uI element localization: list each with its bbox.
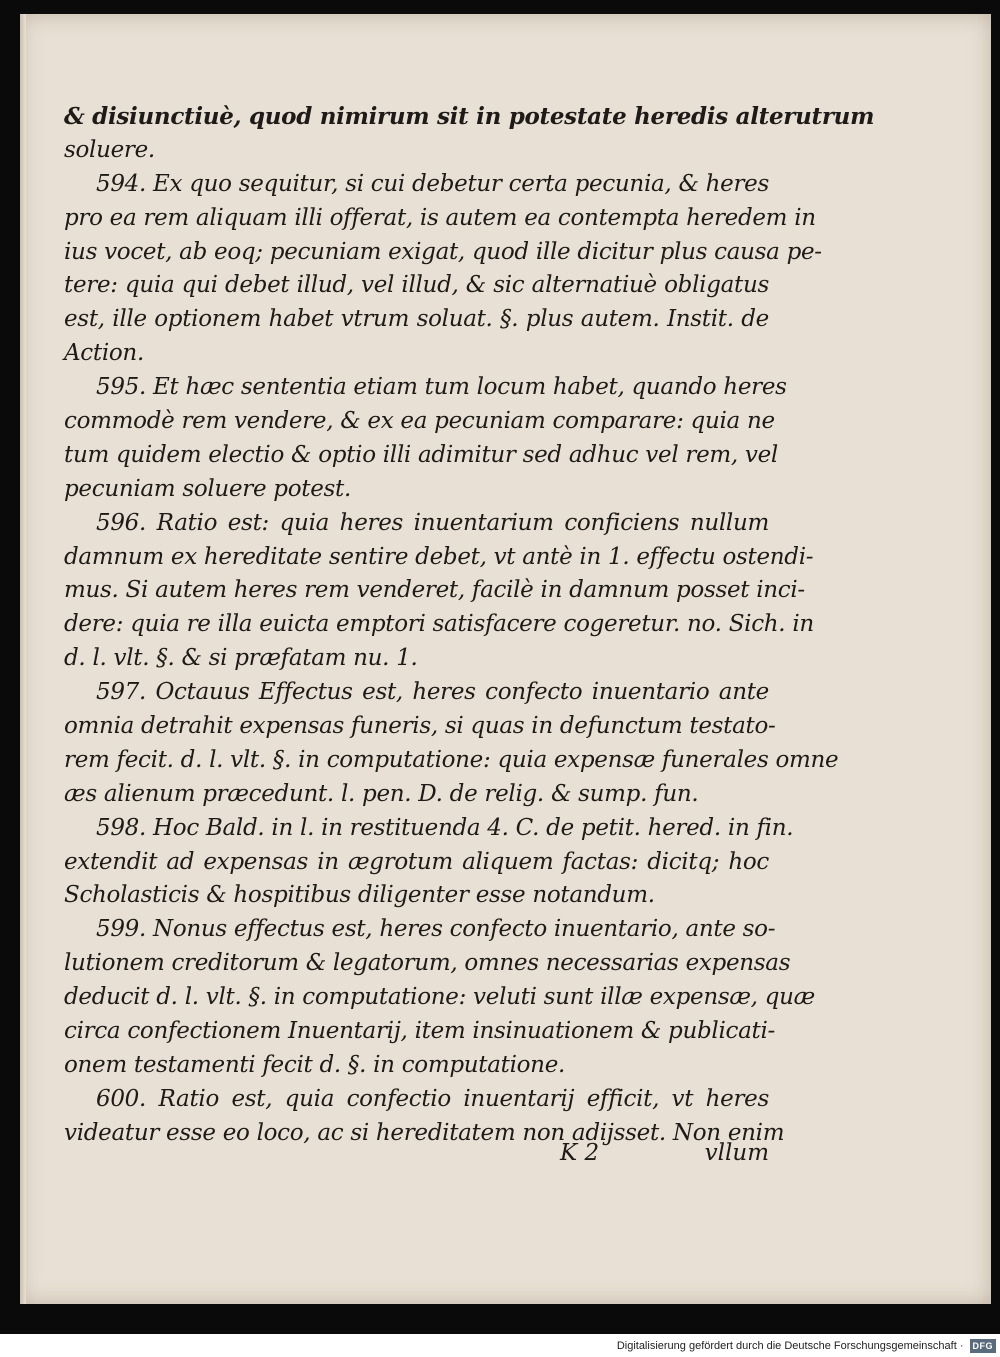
text-line: deducit d. l. vlt. §. in computatione: veluti sunt illæ expensæ, quæ bbox=[64, 984, 815, 1011]
text-line: 595. Et hæc sententia etiam tum locum habet, quando heres bbox=[96, 374, 787, 401]
page-footer-marks bbox=[560, 1140, 769, 1166]
text-line: 594. Ex quo sequitur, si cui debetur certa pecunia, & heres bbox=[96, 170, 769, 197]
page-text bbox=[64, 100, 875, 1151]
text-line: tum quidem electio & optio illi adimitur sed adhuc vel rem, vel bbox=[64, 441, 778, 468]
credit-text: Digitalisierung gefördert durch die Deutsche Forschungsgemeinschaft · bbox=[616, 1339, 964, 1352]
text-line: soluere. bbox=[64, 136, 155, 163]
text-line: rem fecit. d. l. vlt. §. in computatione: quia expensæ funerales omne bbox=[64, 746, 839, 773]
text-line: Action. bbox=[64, 340, 144, 367]
text-line: 598. Hoc Bald. in l. in restituenda 4. C. de petit. hered. in fin. bbox=[96, 814, 794, 841]
text-line: pro ea rem aliquam illi offerat, is autem ea contempta heredem in bbox=[64, 204, 816, 231]
dfg-logo-icon: DFG bbox=[970, 1339, 997, 1353]
text-line: 599. Nonus effectus est, heres confecto inuentario, ante so- bbox=[96, 916, 776, 943]
text-line: tere: quia qui debet illud, vel illud, & sic alternatiuè obligatus bbox=[64, 272, 769, 299]
text-line: lutionem creditorum & legatorum, omnes necessarias expensas bbox=[64, 950, 791, 977]
text-line: extendit ad expensas in ægrotum aliquem factas: dicitq; hoc bbox=[64, 848, 769, 875]
text-line: circa confectionem Inuentarij, item insinuationem & publicati- bbox=[64, 1018, 775, 1045]
text-line: d. l. vlt. §. & si præfatam nu. 1. bbox=[64, 645, 418, 672]
text-line: æs alienum præcedunt. l. pen. D. de relig. & sump. fun. bbox=[64, 780, 699, 807]
text-line: 597. Octauus Effectus est, heres confecto inuentario ante bbox=[96, 679, 769, 706]
text-line: omnia detrahit expensas funeris, si quas in defunctum testato- bbox=[64, 713, 776, 740]
catchword: vllum bbox=[704, 1140, 769, 1166]
digitization-credit-bar bbox=[0, 1334, 1000, 1357]
text-line: 600. Ratio est, quia confectio inuentarij efficit, vt heres bbox=[96, 1085, 769, 1112]
text-line: & disiunctiuè, quod nimirum sit in potestate heredis alterutrum bbox=[64, 103, 875, 130]
text-line: onem testamenti fecit d. §. in computatione. bbox=[64, 1051, 566, 1078]
text-line: damnum ex hereditate sentire debet, vt antè in 1. effectu ostendi- bbox=[64, 543, 814, 570]
signature-mark: K 2 bbox=[560, 1140, 600, 1166]
text-line: mus. Si autem heres rem venderet, facilè in damnum posset inci- bbox=[64, 577, 805, 604]
text-line: est, ille optionem habet vtrum soluat. §. plus autem. Instit. de bbox=[64, 306, 769, 333]
page-gutter-edge bbox=[20, 14, 26, 1304]
text-line: pecuniam soluere potest. bbox=[64, 475, 351, 502]
text-line: 596. Ratio est: quia heres inuentarium conficiens nullum bbox=[96, 509, 769, 536]
text-line: commodè rem vendere, & ex ea pecuniam comparare: quia ne bbox=[64, 408, 775, 435]
text-line: dere: quia re illa euicta emptori satisfacere cogeretur. no. Sich. in bbox=[64, 611, 814, 638]
text-line: videatur esse eo loco, ac si hereditatem non adijsset. Non enim bbox=[64, 1119, 785, 1146]
text-line: ius vocet, ab eoq; pecuniam exigat, quod ille dicitur plus causa pe- bbox=[64, 238, 822, 265]
text-line: Scholasticis & hospitibus diligenter esse notandum. bbox=[64, 882, 655, 909]
